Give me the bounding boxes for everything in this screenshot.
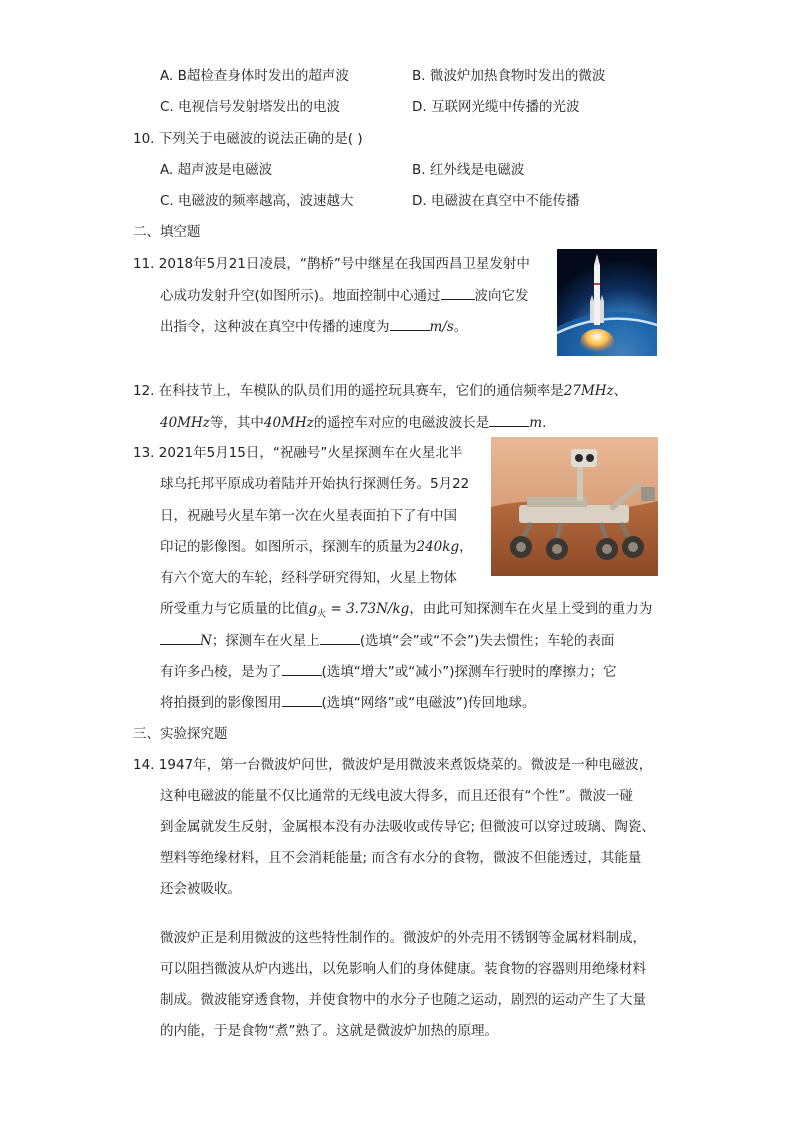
section-heading-fill-in: 二、填空题 (133, 224, 201, 240)
q13-text: 所受重力与它质量的比值 (160, 601, 309, 617)
q13-answer-blank-1[interactable] (160, 630, 200, 645)
q13-text: (选填“网络”或“电磁波”)传回地球。 (321, 695, 536, 711)
q9-option-a: A. B超检查身体时发出的超声波 (160, 68, 349, 84)
q12-frequency-2: 40MHz (160, 415, 210, 431)
q13-answer-blank-3[interactable] (282, 661, 322, 676)
q11-text: 波向它发 (474, 288, 529, 304)
q13-text: 将拍摄到的影像图用 (160, 695, 282, 711)
q13-line-5: 有六个宽大的车轮，经科学研究得知，火星上物体 (160, 570, 457, 586)
q11-text: 心成功发射升空(如图所示)。地面控制中心通过 (160, 288, 441, 304)
q13-line-9 (160, 692, 536, 713)
q14-p1-line-4: 塑料等绝缘材料，且不会消耗能量; 而含有水分的食物，微波不但能透过，其能量 (160, 850, 642, 866)
q13-text: ， (459, 539, 473, 555)
q9-option-c: C. 电视信号发射塔发出的电波 (160, 99, 341, 115)
q10-option-c: C. 电磁波的频率越高，波速越大 (160, 193, 354, 209)
q11-text: 出指令，这种波在真空中传播的速度为 (160, 319, 390, 335)
q13-line-6 (160, 599, 652, 625)
q11-unit: m/s (429, 319, 454, 335)
q14-p2-line-1: 微波炉正是利用微波的这些特性制作的。微波炉的外壳用不锈钢等金属材料制成， (160, 930, 646, 946)
q13-text: (选填“增大”或“减小”)探测车行驶时的摩擦力；它 (321, 664, 617, 680)
q13-answer-blank-4[interactable] (282, 692, 322, 707)
q13-line-7 (160, 630, 614, 651)
q12-text: 、 (613, 383, 628, 399)
q14-p1-line-1: 14. 1947年，第一台微波炉问世，微波炉是用微波来煮饭烧菜的。微波是一种电磁波， (133, 757, 653, 773)
q14-p1-line-3: 到金属就发生反射，金属根本没有办法吸收或传导它; 但微波可以穿过玻璃、陶瓷、 (160, 819, 655, 835)
q14-p1-line-5: 还会被吸收。 (160, 881, 241, 897)
q12-line-2 (160, 412, 546, 433)
q12-text: 12. 在科技节上，车模队的队员们用的遥控玩具赛车，它们的通信频率是 (133, 383, 564, 399)
q13-line-1: 13. 2021年5月15日，“祝融号”火星探测车在火星北半 (133, 445, 463, 461)
q14-p2-line-2: 可以阻挡微波从炉内逃出，以免影响人们的身体健康。装食物的容器则用绝缘材料 (160, 961, 646, 977)
q10-stem: 10. 下列关于电磁波的说法正确的是( ) (133, 131, 363, 147)
q10-option-a: A. 超声波是电磁波 (160, 162, 273, 178)
rocket-launch-image (557, 249, 657, 356)
q12-frequency-1: 27MHz (563, 383, 614, 399)
q14-p2-line-3: 制成。微波能穿透食物，并使食物中的水分子也随之运动，剧烈的运动产生了大量 (160, 992, 646, 1008)
q14-p1-line-2: 这种电磁波的能量不仅比通常的无线电波大得多，而且还很有“个性”。微波一碰 (160, 788, 633, 804)
q12-answer-blank[interactable] (489, 412, 529, 427)
q13-g-subscript: 火 (317, 609, 327, 620)
q11-line-2 (160, 285, 529, 306)
q13-mass: 240kg (416, 539, 460, 555)
q9-option-d: D. 互联网光缆中传播的光波 (412, 99, 580, 115)
q13-text: (选填“会”或“不会”)失去惯性；车轮的表面 (359, 633, 615, 649)
q11-answer-blank-1[interactable] (441, 285, 475, 300)
q11-text: 。 (453, 319, 468, 335)
mars-rover-image (491, 437, 658, 576)
q13-text: 印记的影像图。如图所示，探测车的质量为 (160, 539, 417, 555)
q12-text: 的遥控车对应的电磁波波长是 (313, 415, 490, 431)
q12-unit: m (529, 415, 543, 431)
q9-option-b: B. 微波炉加热食物时发出的微波 (412, 68, 606, 84)
q13-unit: N (200, 633, 212, 649)
q11-line-1: 11. 2018年5月21日凌晨，“鹊桥”号中继星在我国西昌卫星发射中 (133, 256, 530, 272)
q13-text: ；探测车在火星上 (211, 633, 320, 649)
q14-p2-line-4: 的内能，于是食物“煮”熟了。这就是微波炉加热的原理。 (160, 1023, 498, 1039)
q13-line-2: 球乌托邦平原成功着陆并开始执行探测任务。5月22 (160, 476, 470, 492)
q13-line-8 (160, 661, 617, 682)
q11-answer-blank-2[interactable] (390, 316, 430, 331)
q10-option-b: B. 红外线是电磁波 (412, 162, 525, 178)
q10-option-d: D. 电磁波在真空中不能传播 (412, 193, 580, 209)
q13-g-symbol: g (308, 601, 318, 617)
q12-text: . (542, 415, 547, 431)
q11-line-3 (160, 316, 467, 337)
q12-frequency-3: 40MHz (263, 415, 314, 431)
q12-line-1 (133, 381, 627, 401)
q13-g-value: = 3.73N/kg (326, 601, 410, 617)
q13-line-3: 日，祝融号火星车第一次在火星表面拍下了有中国 (160, 508, 457, 524)
q13-line-4 (160, 537, 473, 557)
q13-text: ，由此可知探测车在火星上受到的重力为 (409, 601, 653, 617)
section-heading-experiment: 三、实验探究题 (133, 726, 228, 742)
q12-text: 等，其中 (209, 415, 264, 431)
q13-text: 有许多凸棱，是为了 (160, 664, 282, 680)
q13-answer-blank-2[interactable] (320, 630, 360, 645)
